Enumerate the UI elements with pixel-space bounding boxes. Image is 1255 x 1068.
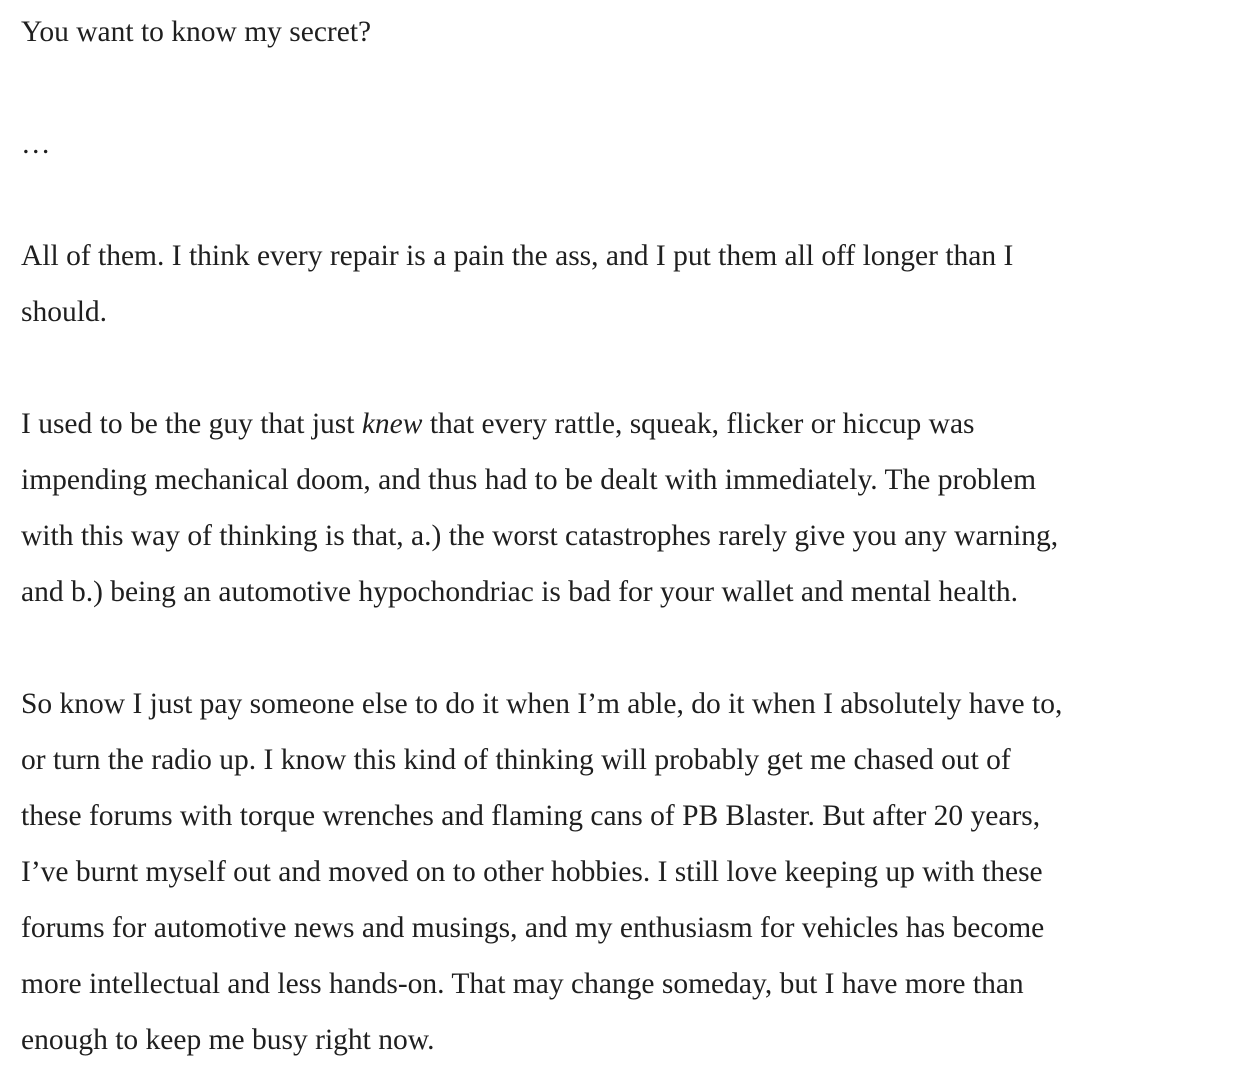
paragraph-line: more intellectual and less hands-on. That may change someday, but I have more than [21, 968, 1024, 1000]
paragraph-line: these forums with torque wrenches and flaming cans of PB Blaster. But after 20 years, [21, 800, 1041, 832]
paragraph-line: All of them. I think every repair is a pain the ass, and I put them all off longer than I [21, 240, 1014, 272]
paragraph-line: and b.) being an automotive hypochondriac is bad for your wallet and mental health. [21, 576, 1018, 608]
paragraph-line: impending mechanical doom, and thus had to be dealt with immediately. The problem [21, 464, 1037, 496]
emphasis-text: knew [361, 408, 423, 440]
paragraph-line: You want to know my secret? [21, 16, 372, 48]
paragraph-line: enough to keep me busy right now. [21, 1024, 435, 1056]
paragraph-line: I’ve burnt myself out and moved on to other hobbies. I still love keeping up with these [21, 856, 1043, 888]
paragraph-line [21, 396, 1253, 452]
paragraph-line: So know I just pay someone else to do it when I’m able, do it when I absolutely have to, [21, 688, 1063, 720]
paragraph-all-of-them [21, 228, 1253, 340]
text-segment: that every rattle, squeak, flicker or hiccup was [422, 408, 975, 440]
paragraph-line: … [21, 128, 51, 160]
paragraph-hypochondriac [21, 396, 1253, 620]
paragraph-secret [21, 4, 1253, 60]
paragraph-line: should. [21, 296, 108, 328]
text-segment: I used to be the guy that just [21, 408, 362, 440]
paragraph-ellipsis [21, 116, 1253, 172]
paragraph-radio-up [21, 676, 1253, 1068]
article-body [21, 4, 1253, 1068]
paragraph-line: or turn the radio up. I know this kind of thinking will probably get me chased out of [21, 744, 1011, 776]
paragraph-line: forums for automotive news and musings, and my enthusiasm for vehicles has become [21, 912, 1045, 944]
paragraph-line: with this way of thinking is that, a.) the worst catastrophes rarely give you any warning, [21, 520, 1059, 552]
